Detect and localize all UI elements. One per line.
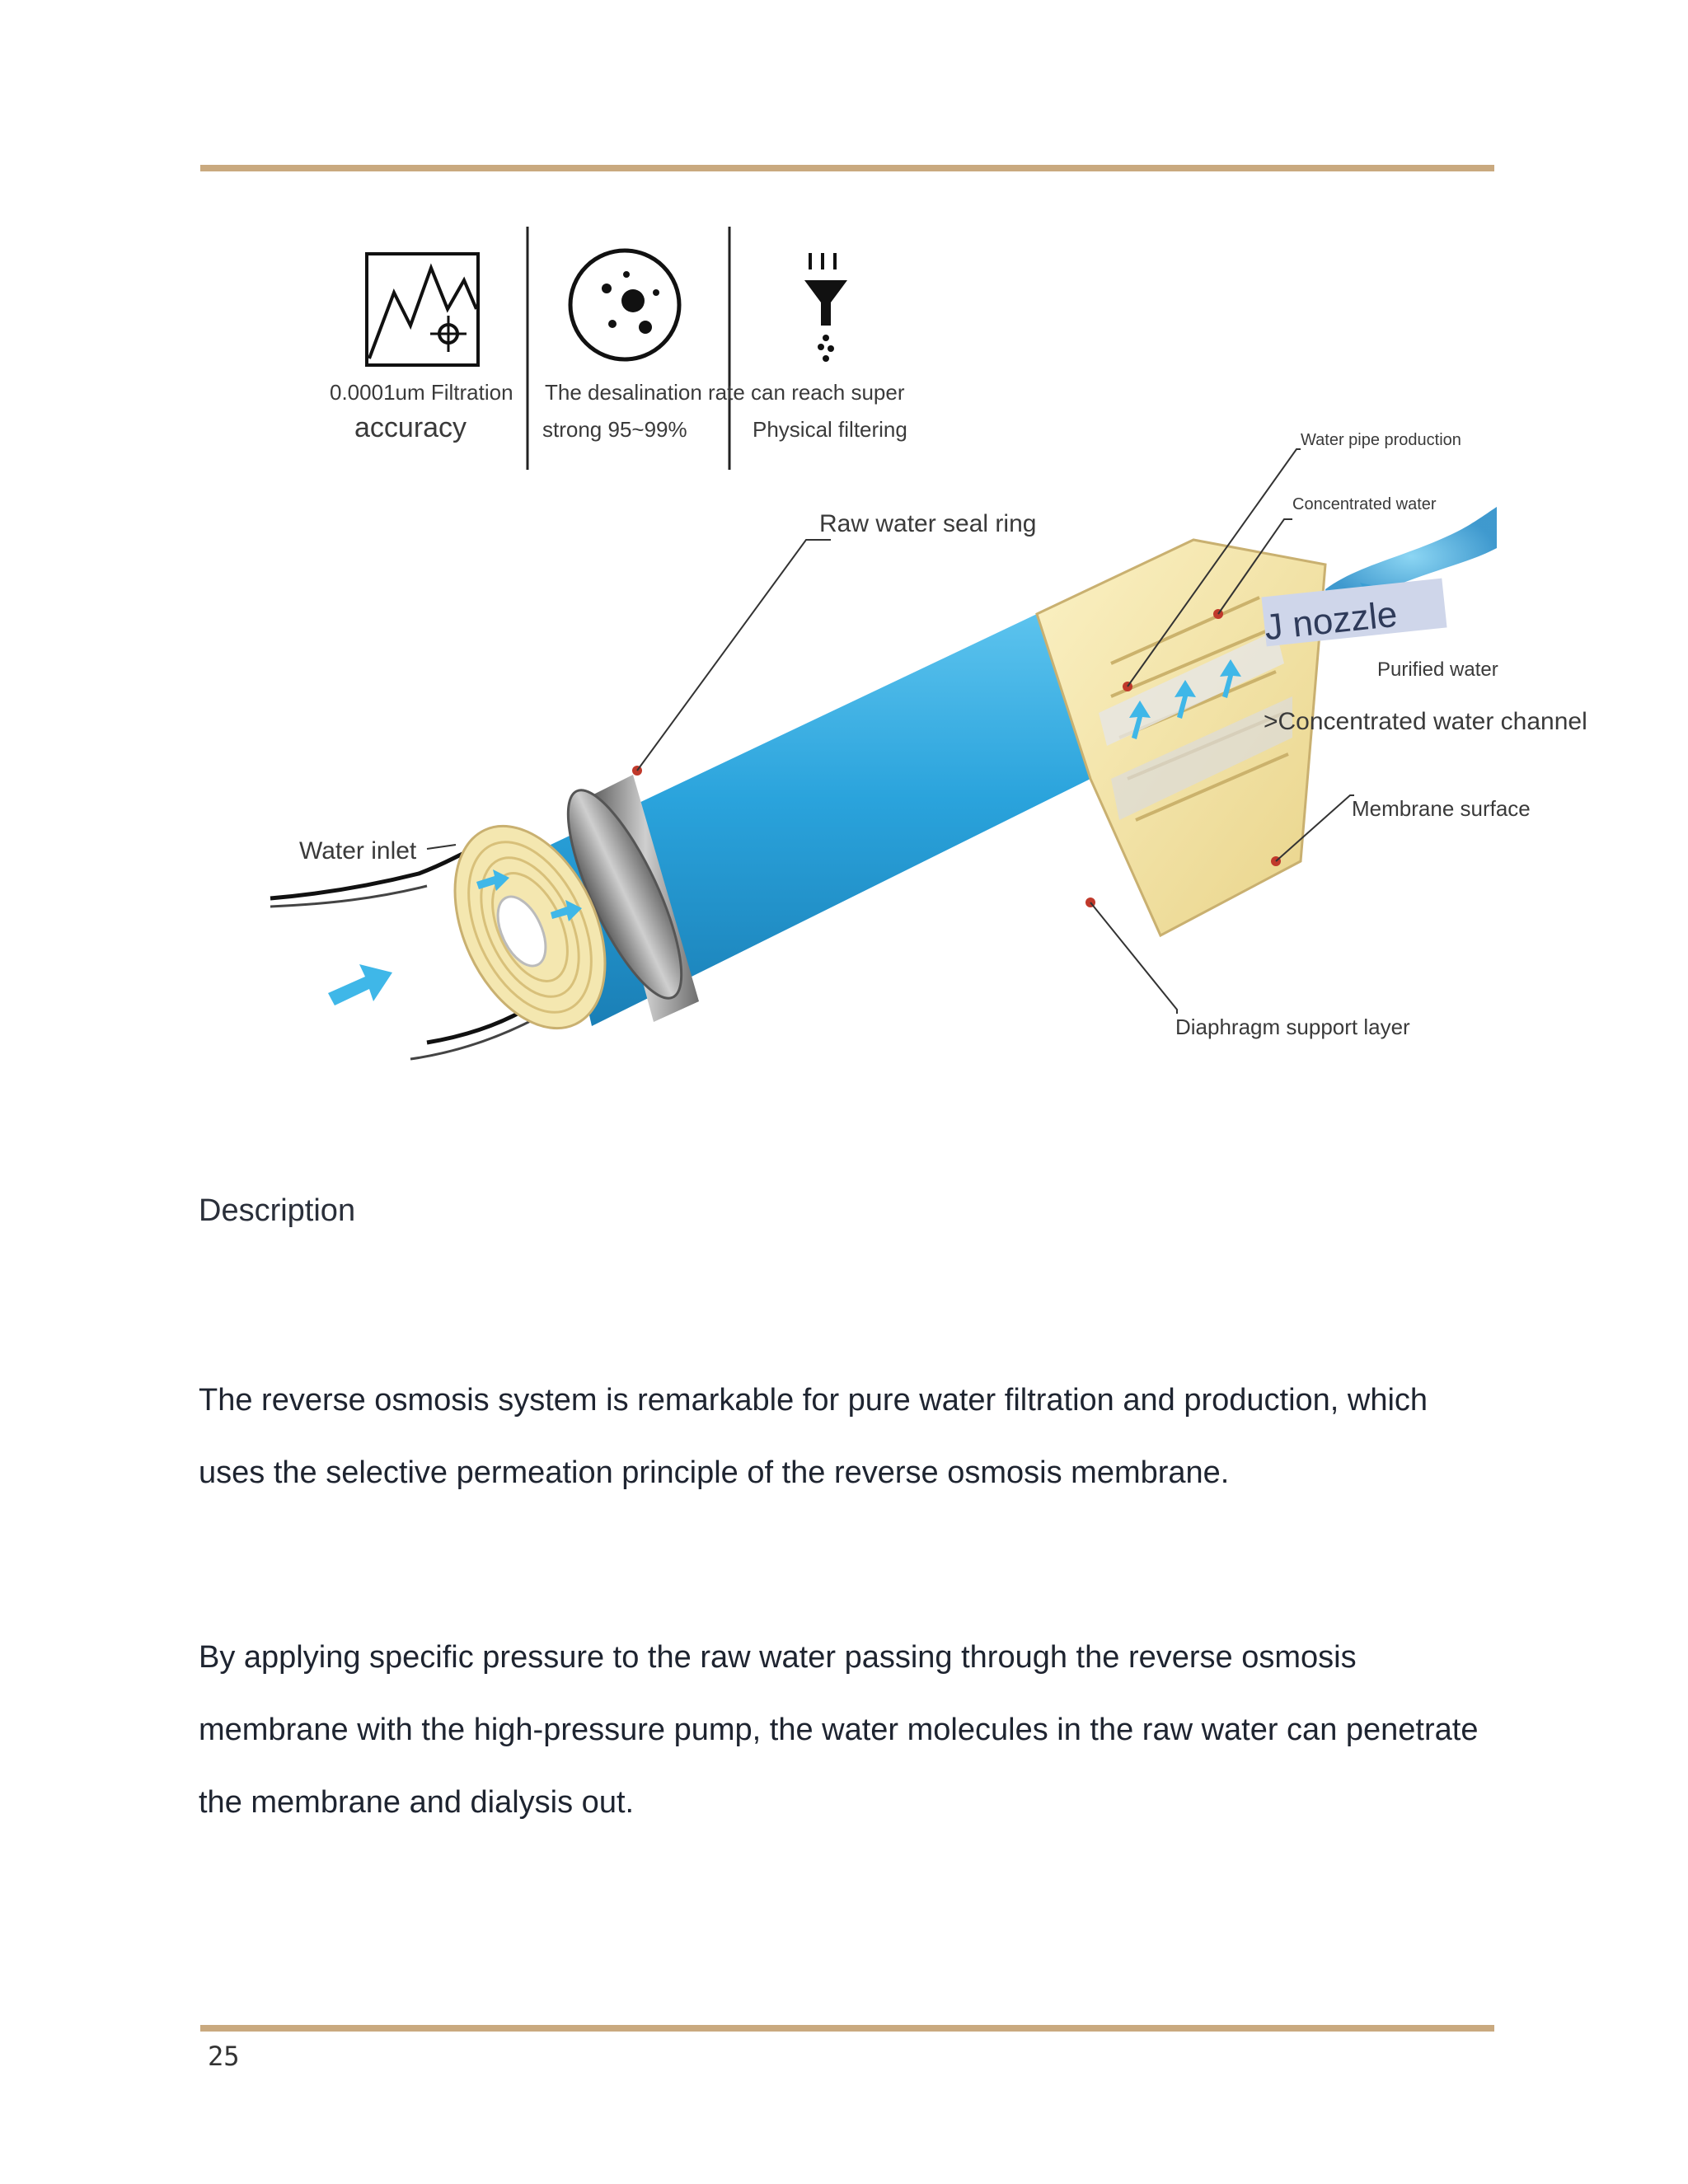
label-purified-water: Purified water (1377, 658, 1498, 681)
feature-filtration-line1: 0.0001um Filtration (330, 380, 513, 405)
mountain-filter-icon (367, 254, 478, 365)
feature-physical-line2: Physical filtering (753, 417, 907, 442)
label-concentrated-water-channel: >Concentrated water channel (1264, 708, 1587, 735)
feature-desalination-line2: strong 95~99% (542, 417, 687, 442)
header-rule (200, 165, 1494, 171)
page-number: 25 (208, 2041, 240, 2072)
label-raw-water-seal-ring: Raw water seal ring (819, 510, 1037, 537)
feature-filtration-line2: accuracy (354, 412, 467, 443)
ro-membrane-figure (204, 202, 1587, 1080)
label-diaphragm-support-layer: Diaphragm support layer (1175, 1015, 1410, 1039)
footer-rule (200, 2025, 1494, 2032)
label-membrane-surface: Membrane surface (1352, 796, 1531, 821)
label-water-inlet: Water inlet (299, 837, 417, 865)
label-water-pipe-production: Water pipe production (1301, 431, 1461, 449)
paragraph-1: The reverse osmosis system is remarkable for pure water filtration and production, which uses the selective permeation principle of the reverse osmosis membrane. (199, 1383, 1428, 1490)
feature-desalination-line1: The desalination rate can reach super (545, 380, 905, 405)
label-j-nozzle: J nozzle (1262, 593, 1400, 649)
label-concentrated-water: Concentrated water (1292, 495, 1437, 513)
membrane-cylinder (425, 540, 1325, 1052)
particles-circle-icon (570, 251, 679, 359)
paragraph-2: By applying specific pressure to the raw water passing through the reverse osmosis membrane with the high-pressure pump, the water molecules in the raw water can penetrate the membrane and dialysis out. (199, 1640, 1479, 1820)
section-heading: Description (199, 1193, 356, 1228)
funnel-icon (804, 253, 847, 362)
